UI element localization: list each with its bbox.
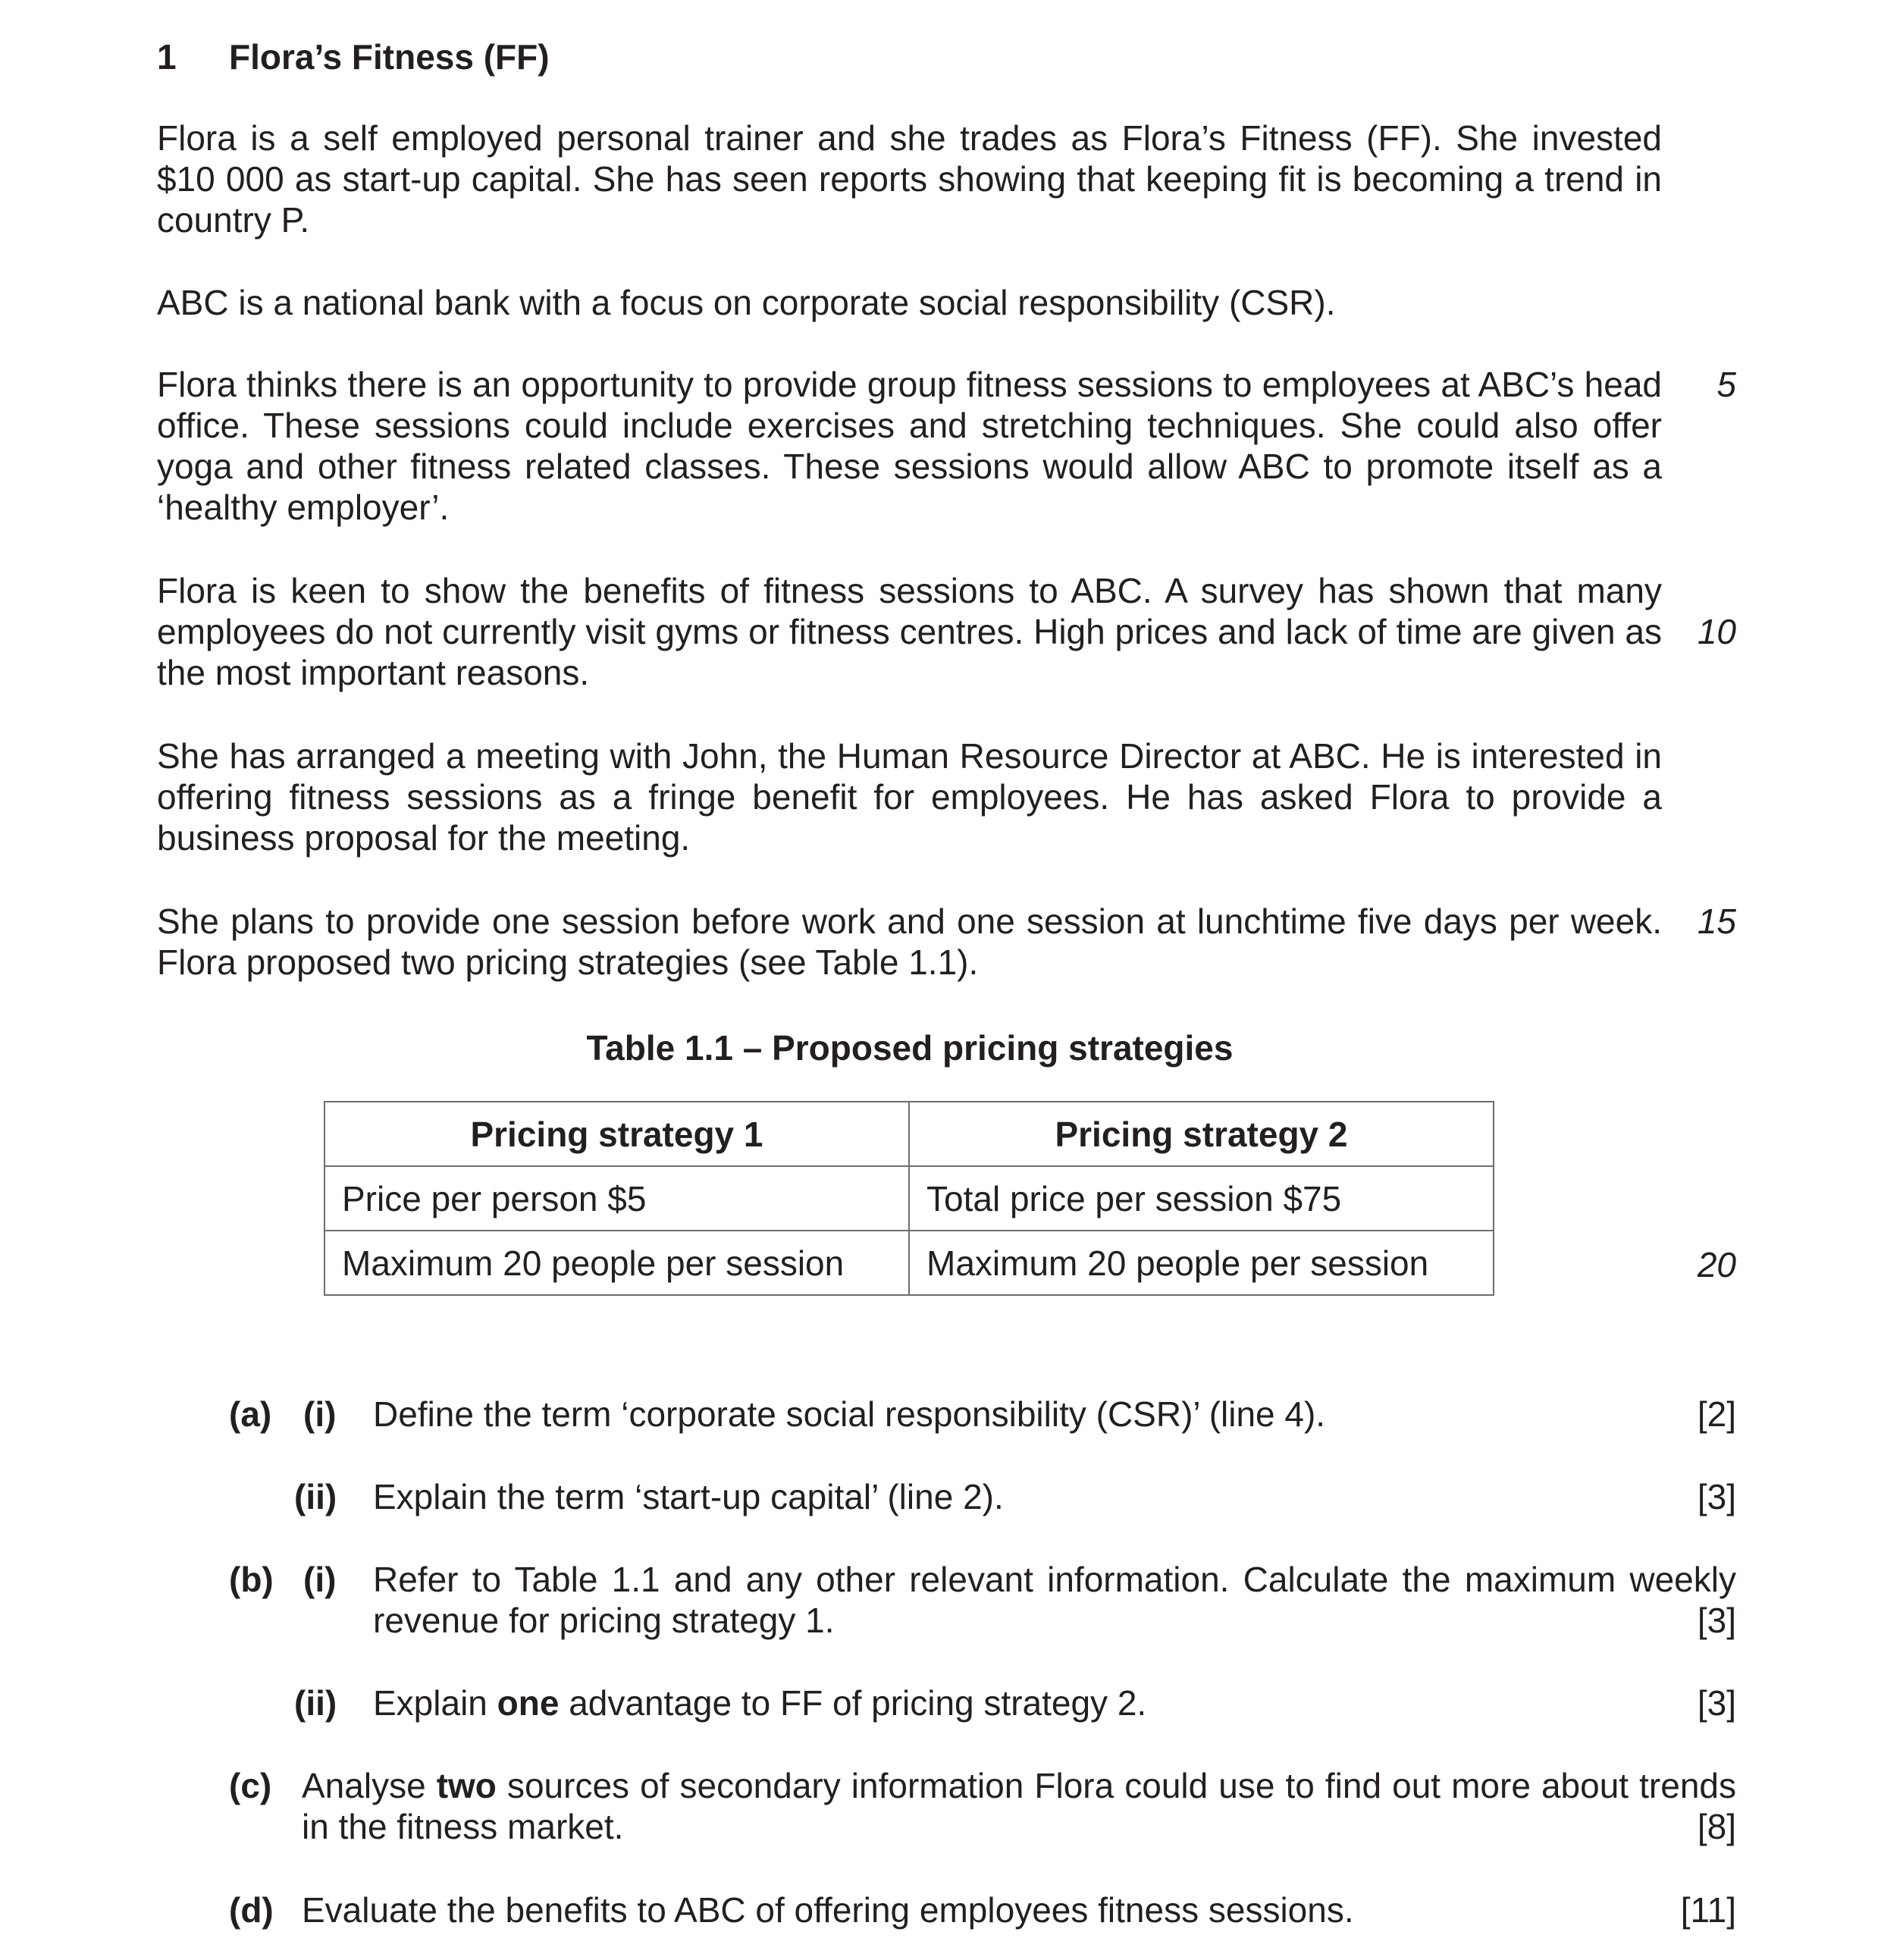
part-a-ii-text: Explain the term ‘start-up capital’ (line 2).	[373, 1477, 1004, 1516]
case-paragraph-1: Flora is a self employed personal trainer and she trades as Flora’s Fitness (FF). She invested $10 000 as start-up capital. She has seen reports showing that keeping fit is becoming a trend in country P.	[157, 118, 1662, 240]
table-header-cell: Pricing strategy 1	[324, 1102, 909, 1166]
table-row	[324, 1166, 1494, 1231]
part-b-label: (b)	[229, 1560, 274, 1599]
part-b-ii-text	[373, 1682, 1662, 1723]
table-cell: Total price per session $75	[909, 1166, 1494, 1231]
table-header-cell: Pricing strategy 2	[909, 1102, 1494, 1166]
line-number-20: 20	[1697, 1245, 1736, 1284]
table-header-row	[324, 1102, 1494, 1166]
part-b-i-marks: [3]	[1697, 1601, 1736, 1640]
part-c-label: (c)	[229, 1766, 272, 1805]
table-caption: Table 1.1 – Proposed pricing strategies	[586, 1028, 1234, 1068]
case-paragraph-4: Flora is keen to show the benefits of fitness sessions to ABC. A survey has shown that many employees do not currently visit gyms or fitness centres. High prices and lack of time are given as the most important reasons.	[157, 571, 1662, 692]
part-b-ii-marks: [3]	[1697, 1683, 1736, 1723]
part-c-marks: [8]	[1697, 1807, 1736, 1846]
line-number-10: 10	[1697, 612, 1736, 651]
table-row	[324, 1231, 1494, 1295]
emphasis-one: one	[497, 1683, 560, 1723]
case-paragraph-6: She plans to provide one session before work and one session at lunchtime five days per week. Flora proposed two pricing strategies (see Table 1.1).	[157, 902, 1662, 982]
part-d-label: (d)	[229, 1890, 274, 1930]
part-a-ii-label: (ii)	[294, 1477, 337, 1516]
pricing-strategies-table	[324, 1101, 1494, 1296]
case-paragraph-5: She has arranged a meeting with John, the Human Resource Director at ABC. He is interested in offering fitness sessions as a fringe benefit for employees. He has asked Flora to provide a business proposal for the meeting.	[157, 736, 1662, 858]
text-span: Explain	[373, 1683, 497, 1723]
text-span: sources of secondary information Flora could use to find out more about trends in the fitness market.	[302, 1766, 1736, 1846]
question-title: Flora’s Fitness (FF)	[229, 37, 550, 77]
case-paragraph-3: Flora thinks there is an opportunity to provide group fitness sessions to employees at ABC’s head office. These sessions could include exercises and stretching techniques. She could also offer yoga and other fitness related classes. These sessions would allow ABC to promote itself as a ‘healthy employer’.	[157, 365, 1662, 527]
table-cell: Maximum 20 people per session	[909, 1231, 1494, 1295]
part-a-i-label: (i)	[303, 1394, 337, 1434]
line-number-5: 5	[1716, 365, 1736, 404]
part-d-marks: [11]	[1680, 1890, 1736, 1930]
part-c-text	[302, 1765, 1736, 1847]
table-cell: Price per person $5	[324, 1166, 909, 1231]
part-b-i-text: Refer to Table 1.1 and any other relevant information. Calculate the maximum weekly revenue for pricing strategy 1.	[373, 1560, 1736, 1640]
part-a-i-text: Define the term ‘corporate social responsibility (CSR)’ (line 4).	[373, 1394, 1326, 1434]
text-span: advantage to FF of pricing strategy 2.	[559, 1683, 1147, 1723]
text-span: Analyse	[302, 1766, 437, 1805]
part-b-i-label: (i)	[303, 1560, 337, 1599]
line-number-15: 15	[1697, 902, 1736, 941]
question-number: 1	[157, 37, 177, 77]
table-cell: Maximum 20 people per session	[324, 1231, 909, 1295]
case-paragraph-2: ABC is a national bank with a focus on corporate social responsibility (CSR).	[157, 283, 1336, 322]
emphasis-two: two	[436, 1766, 497, 1805]
part-d-text: Evaluate the benefits to ABC of offering employees fitness sessions.	[302, 1890, 1354, 1930]
part-b-ii-label: (ii)	[294, 1683, 337, 1723]
part-a-ii-marks: [3]	[1697, 1477, 1736, 1516]
part-a-label: (a)	[229, 1394, 272, 1434]
part-a-i-marks: [2]	[1697, 1394, 1736, 1434]
